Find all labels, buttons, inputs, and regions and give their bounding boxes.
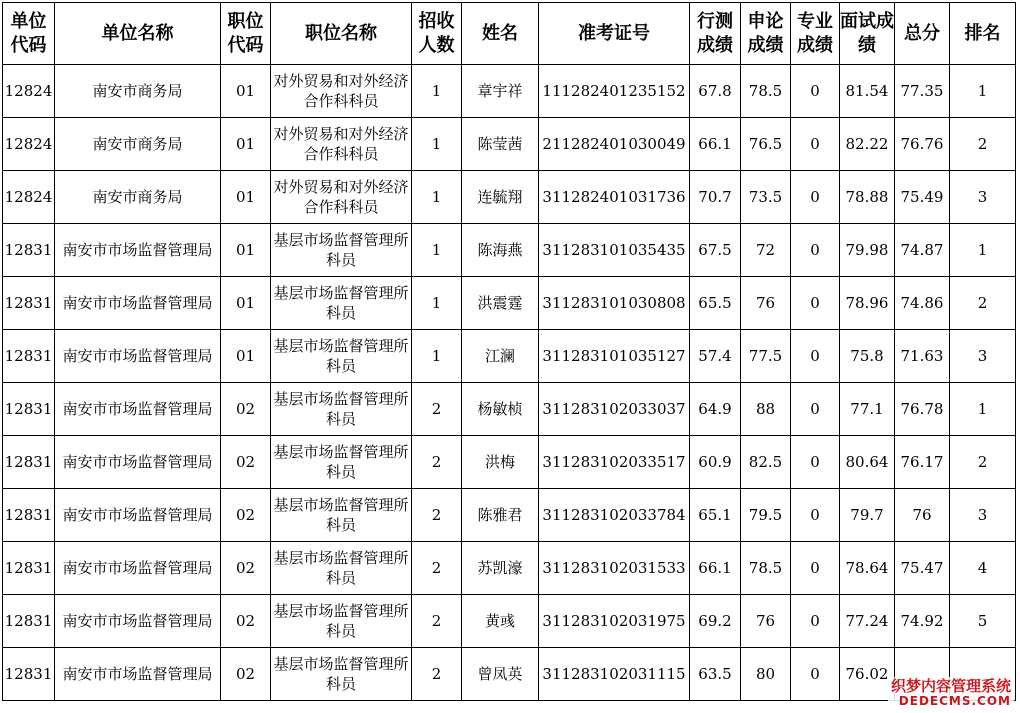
cell-aptitude-score: 65.1 — [690, 489, 741, 542]
cell-unit-name: 南安市市场监督管理局 — [55, 542, 221, 595]
cell-post-name: 基层市场监督管理所科员 — [271, 648, 412, 701]
cell-major-score: 0 — [791, 65, 840, 118]
cell-unit-name: 南安市商务局 — [55, 118, 221, 171]
cell-hire-count: 1 — [412, 171, 462, 224]
cell-rank: 3 — [950, 171, 1016, 224]
cell-post-name: 基层市场监督管理所科员 — [271, 436, 412, 489]
table-row — [3, 277, 1016, 330]
cell-post-code: 02 — [221, 595, 271, 648]
cell-exam-id: 311283102031115 — [539, 648, 690, 701]
cell-exam-id: 111282401235152 — [539, 65, 690, 118]
cell-unit-code: 12831 — [3, 489, 55, 542]
cell-unit-name: 南安市市场监督管理局 — [55, 277, 221, 330]
header-post-name: 职位名称 — [271, 3, 412, 65]
cell-total-score: 74.92 — [895, 595, 950, 648]
cell-unit-code: 12831 — [3, 542, 55, 595]
table-row — [3, 648, 1016, 701]
cell-aptitude-score: 57.4 — [690, 330, 741, 383]
cell-exam-id: 311283102033037 — [539, 383, 690, 436]
cell-exam-id: 311282401031736 — [539, 171, 690, 224]
cell-name: 连毓翔 — [462, 171, 539, 224]
cell-essay-score: 80 — [741, 648, 791, 701]
header-unit-name: 单位名称 — [55, 3, 221, 65]
watermark-text-cn: 织梦内容管理系统 — [890, 677, 1011, 695]
cell-hire-count: 1 — [412, 330, 462, 383]
cell-major-score: 0 — [791, 277, 840, 330]
cell-hire-count: 2 — [412, 648, 462, 701]
cell-unit-code: 12831 — [3, 648, 55, 701]
cell-major-score: 0 — [791, 118, 840, 171]
cell-rank: 1 — [950, 224, 1016, 277]
watermark-logo — [888, 677, 1014, 709]
cell-total-score: 77.35 — [895, 65, 950, 118]
cell-major-score: 0 — [791, 595, 840, 648]
cell-post-name: 基层市场监督管理所科员 — [271, 542, 412, 595]
cell-post-code: 02 — [221, 383, 271, 436]
cell-unit-code: 12831 — [3, 595, 55, 648]
cell-unit-code: 12824 — [3, 65, 55, 118]
cell-essay-score: 82.5 — [741, 436, 791, 489]
cell-total-score: 71.63 — [895, 330, 950, 383]
cell-interview-score: 79.7 — [840, 489, 895, 542]
header-exam-id: 准考证号 — [539, 3, 690, 65]
cell-aptitude-score: 66.1 — [690, 118, 741, 171]
cell-major-score: 0 — [791, 171, 840, 224]
cell-total-score: 76.17 — [895, 436, 950, 489]
cell-post-code: 02 — [221, 489, 271, 542]
cell-rank: 2 — [950, 277, 1016, 330]
cell-unit-code: 12831 — [3, 277, 55, 330]
cell-rank: 3 — [950, 330, 1016, 383]
cell-exam-id: 311283101035435 — [539, 224, 690, 277]
cell-unit-name: 南安市市场监督管理局 — [55, 330, 221, 383]
header-interview-score: 面试成绩 — [840, 3, 895, 65]
cell-unit-name: 南安市市场监督管理局 — [55, 489, 221, 542]
table-row — [3, 542, 1016, 595]
header-row — [3, 3, 1016, 65]
cell-unit-name: 南安市市场监督管理局 — [55, 224, 221, 277]
cell-major-score: 0 — [791, 489, 840, 542]
cell-hire-count: 1 — [412, 65, 462, 118]
cell-major-score: 0 — [791, 648, 840, 701]
header-post-code: 职位代码 — [221, 3, 271, 65]
cell-hire-count: 2 — [412, 542, 462, 595]
cell-name: 章宇祥 — [462, 65, 539, 118]
cell-major-score: 0 — [791, 383, 840, 436]
cell-unit-code: 12824 — [3, 118, 55, 171]
cell-unit-name: 南安市商务局 — [55, 171, 221, 224]
cell-post-code: 01 — [221, 330, 271, 383]
cell-aptitude-score: 67.8 — [690, 65, 741, 118]
cell-name: 洪梅 — [462, 436, 539, 489]
cell-essay-score: 76 — [741, 277, 791, 330]
cell-post-name: 基层市场监督管理所科员 — [271, 330, 412, 383]
cell-essay-score: 78.5 — [741, 542, 791, 595]
cell-post-name: 基层市场监督管理所科员 — [271, 277, 412, 330]
cell-exam-id: 311283102031533 — [539, 542, 690, 595]
cell-post-name: 基层市场监督管理所科员 — [271, 224, 412, 277]
cell-exam-id: 211282401030049 — [539, 118, 690, 171]
cell-post-code: 01 — [221, 224, 271, 277]
cell-hire-count: 1 — [412, 118, 462, 171]
cell-total-score: 74.87 — [895, 224, 950, 277]
cell-unit-code: 12824 — [3, 171, 55, 224]
cell-name: 黄彧 — [462, 595, 539, 648]
cell-rank: 2 — [950, 118, 1016, 171]
cell-post-code: 02 — [221, 436, 271, 489]
cell-hire-count: 1 — [412, 277, 462, 330]
cell-interview-score: 75.8 — [840, 330, 895, 383]
table-row — [3, 595, 1016, 648]
cell-name: 杨敏桢 — [462, 383, 539, 436]
header-unit-code: 单位代码 — [3, 3, 55, 65]
cell-unit-name: 南安市商务局 — [55, 65, 221, 118]
cell-rank: 5 — [950, 595, 1016, 648]
cell-total-score: 76 — [895, 489, 950, 542]
cell-exam-id: 311283102033517 — [539, 436, 690, 489]
cell-hire-count: 1 — [412, 224, 462, 277]
cell-name: 陈雅君 — [462, 489, 539, 542]
cell-unit-name: 南安市市场监督管理局 — [55, 648, 221, 701]
cell-name: 陈海燕 — [462, 224, 539, 277]
cell-aptitude-score: 65.5 — [690, 277, 741, 330]
table-row — [3, 383, 1016, 436]
cell-essay-score: 77.5 — [741, 330, 791, 383]
cell-post-code: 01 — [221, 65, 271, 118]
cell-total-score: 74.86 — [895, 277, 950, 330]
cell-unit-code: 12831 — [3, 330, 55, 383]
cell-interview-score: 78.64 — [840, 542, 895, 595]
table-row — [3, 224, 1016, 277]
cell-major-score: 0 — [791, 224, 840, 277]
cell-post-code: 02 — [221, 542, 271, 595]
cell-aptitude-score: 64.9 — [690, 383, 741, 436]
cell-name: 陈莹茜 — [462, 118, 539, 171]
header-name: 姓名 — [462, 3, 539, 65]
cell-interview-score: 82.22 — [840, 118, 895, 171]
cell-hire-count: 2 — [412, 489, 462, 542]
cell-unit-code: 12831 — [3, 436, 55, 489]
table-row — [3, 65, 1016, 118]
cell-unit-name: 南安市市场监督管理局 — [55, 595, 221, 648]
cell-post-code: 02 — [221, 648, 271, 701]
cell-name: 苏凯濠 — [462, 542, 539, 595]
header-essay-score: 申论成绩 — [741, 3, 791, 65]
cell-post-code: 01 — [221, 118, 271, 171]
cell-aptitude-score: 66.1 — [690, 542, 741, 595]
cell-rank: 1 — [950, 65, 1016, 118]
header-major-score: 专业成绩 — [791, 3, 840, 65]
cell-essay-score: 72 — [741, 224, 791, 277]
cell-post-code: 01 — [221, 277, 271, 330]
cell-interview-score: 77.1 — [840, 383, 895, 436]
cell-rank: 2 — [950, 436, 1016, 489]
watermark-text-en: DEDECMS.COM — [898, 694, 1011, 708]
cell-post-name: 对外贸易和对外经济合作科科员 — [271, 171, 412, 224]
cell-post-name: 基层市场监督管理所科员 — [271, 595, 412, 648]
cell-interview-score: 76.02 — [840, 648, 895, 701]
cell-total-score: 76.76 — [895, 118, 950, 171]
cell-major-score: 0 — [791, 330, 840, 383]
cell-rank: 4 — [950, 542, 1016, 595]
cell-total-score: 75.47 — [895, 542, 950, 595]
cell-post-name: 对外贸易和对外经济合作科科员 — [271, 118, 412, 171]
table-row — [3, 171, 1016, 224]
table-row — [3, 330, 1016, 383]
header-hire-count: 招收人数 — [412, 3, 462, 65]
table-row — [3, 436, 1016, 489]
score-table — [2, 2, 1016, 701]
cell-interview-score: 78.96 — [840, 277, 895, 330]
cell-interview-score: 81.54 — [840, 65, 895, 118]
cell-hire-count: 2 — [412, 595, 462, 648]
cell-essay-score: 78.5 — [741, 65, 791, 118]
cell-total-score: 75.49 — [895, 171, 950, 224]
cell-interview-score: 78.88 — [840, 171, 895, 224]
cell-aptitude-score: 69.2 — [690, 595, 741, 648]
cell-aptitude-score: 63.5 — [690, 648, 741, 701]
cell-post-name: 对外贸易和对外经济合作科科员 — [271, 65, 412, 118]
cell-rank: 1 — [950, 383, 1016, 436]
table-body — [3, 65, 1016, 701]
cell-aptitude-score: 67.5 — [690, 224, 741, 277]
cell-exam-id: 311283101035127 — [539, 330, 690, 383]
cell-rank: 3 — [950, 489, 1016, 542]
header-rank: 排名 — [950, 3, 1016, 65]
cell-name: 曾凤英 — [462, 648, 539, 701]
cell-interview-score: 79.98 — [840, 224, 895, 277]
cell-exam-id: 311283101030808 — [539, 277, 690, 330]
cell-aptitude-score: 70.7 — [690, 171, 741, 224]
cell-hire-count: 2 — [412, 383, 462, 436]
cell-unit-code: 12831 — [3, 383, 55, 436]
cell-total-score: 76.78 — [895, 383, 950, 436]
header-total-score: 总分 — [895, 3, 950, 65]
cell-aptitude-score: 60.9 — [690, 436, 741, 489]
cell-essay-score: 76 — [741, 595, 791, 648]
table-row — [3, 489, 1016, 542]
cell-interview-score: 77.24 — [840, 595, 895, 648]
cell-name: 洪震霆 — [462, 277, 539, 330]
cell-hire-count: 2 — [412, 436, 462, 489]
cell-unit-code: 12831 — [3, 224, 55, 277]
cell-essay-score: 76.5 — [741, 118, 791, 171]
cell-post-name: 基层市场监督管理所科员 — [271, 489, 412, 542]
cell-exam-id: 311283102031975 — [539, 595, 690, 648]
cell-name: 江澜 — [462, 330, 539, 383]
cell-exam-id: 311283102033784 — [539, 489, 690, 542]
header-aptitude-score: 行测成绩 — [690, 3, 741, 65]
cell-unit-name: 南安市市场监督管理局 — [55, 436, 221, 489]
cell-post-name: 基层市场监督管理所科员 — [271, 383, 412, 436]
cell-major-score: 0 — [791, 436, 840, 489]
cell-essay-score: 73.5 — [741, 171, 791, 224]
cell-essay-score: 88 — [741, 383, 791, 436]
cell-major-score: 0 — [791, 542, 840, 595]
table-row — [3, 118, 1016, 171]
cell-interview-score: 80.64 — [840, 436, 895, 489]
cell-post-code: 01 — [221, 171, 271, 224]
cell-essay-score: 79.5 — [741, 489, 791, 542]
cell-unit-name: 南安市市场监督管理局 — [55, 383, 221, 436]
